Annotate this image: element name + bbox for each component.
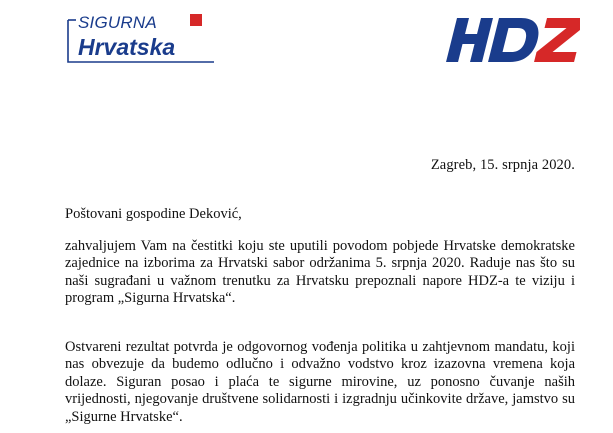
hdz-logo [442,14,580,66]
paragraph-2: Ostvareni rezultat potvrda je odgovornog vođenja politika u zahtjevnom mandatu, koji nas obvezuje da budemo odlučno i odvažno vodstvo kroz izazovna vremena koja dolaze. Siguran posao i plaća te sigurne mirovine, uz ponosno čuvanje naših vrijednosti, njegovanje društvene solidarnosti i izgradnju učinkovite države, jamstvo su „Sigurne Hrvatske“. [65,339,575,425]
logo-line2: Hrvatska [78,34,176,60]
paragraph-1: zahvaljujem Vam na čestitki koju ste uputili povodom pobjede Hrvatske demokratske zajednice na izborima za Hrvatski sabor održanima 5. srpnja 2020. Raduje nas što su naši sugrađani u važnom trenutku za Hrvatsku prepoznali napore HDZ-a te viziju i program „Sigurna Hrvatska“. [65,238,575,307]
letter-salutation: Poštovani gospodine Deković, [65,206,242,222]
letter-date: Zagreb, 15. srpnja 2020. [430,157,575,173]
logo-line1: SIGURNA [78,13,157,32]
letterhead [0,0,613,80]
sigurna-hrvatska-logo [64,6,224,68]
